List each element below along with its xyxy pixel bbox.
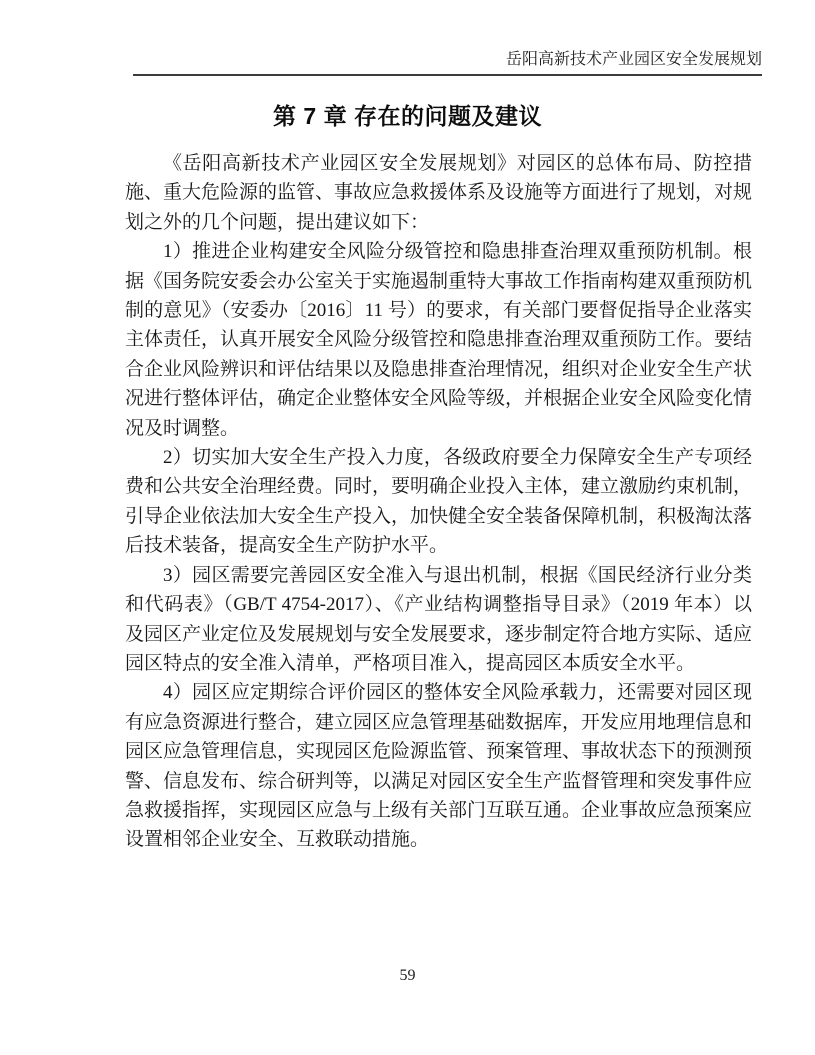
chapter-title: 第 7 章 存在的问题及建议 (273, 103, 542, 129)
suggestion-1-paragraph: 1）推进企业构建安全风险分级管控和隐患排查治理双重预防机制。根据《国务院安委会办公室关于实施遏制重特大事故工作指南构建双重预防机制的意见》（安委办〔2016〕11 号）的要求，有关部门要督促指导企业落实主体责任，认真开展安全风险分级管控和隐患排查治理双重预防工作。要结合企业风险辨识和评估结果以及隐患排查治理情况，组织对企业安全生产状况进行整体评估，确定企业整体安全风险等级，并根据企业安全风险变化情况及时调整。 (125, 241, 753, 439)
document-body (125, 149, 752, 855)
page-number: 59 (399, 967, 416, 984)
suggestion-4-paragraph: 4）园区应定期综合评价园区的整体安全风险承载力，还需要对园区现有应急资源进行整合，建立园区应急管理基础数据库，开发应用地理信息和园区应急管理信息，实现园区危险源监管、预案管理、事故状态下的预测预警、信息发布、综合研判等，以满足对园区安全生产监督管理和突发事件应急救援指挥，实现园区应急与上级有关部门互联互通。企业事故应急预案应设置相邻企业安全、互救联动措施。 (125, 682, 753, 851)
running-header (133, 50, 762, 76)
suggestion-3-paragraph: 3）园区需要完善园区安全准入与退出机制，根据《国民经济行业分类和代码表》（GB/T 4754-2017）、《产业结构调整指导目录》（2019 年本）以及园区产业定位及发展规划与安全发展要求，逐步制定符合地方实际、适应园区特点的安全准入清单，严格项目准入，提高园区本质安全水平。 (125, 564, 753, 674)
intro-paragraph: 《岳阳高新技术产业园区安全发展规划》对园区的总体布局、防控措施、重大危险源的监管、事故应急救援体系及设施等方面进行了规划，对规划之外的几个问题，提出建议如下： (125, 153, 753, 233)
running-header-text: 岳阳高新技术产业园区安全发展规划 (505, 51, 762, 68)
suggestion-2-paragraph: 2）切实加大安全生产投入力度，各级政府要全力保障安全生产专项经费和公共安全治理经费。同时，要明确企业投入主体，建立激励约束机制，引导企业依法加大安全生产投入，加快健全安全装备保障机制，积极淘汰落后技术装备，提高安全生产防护水平。 (125, 447, 753, 557)
